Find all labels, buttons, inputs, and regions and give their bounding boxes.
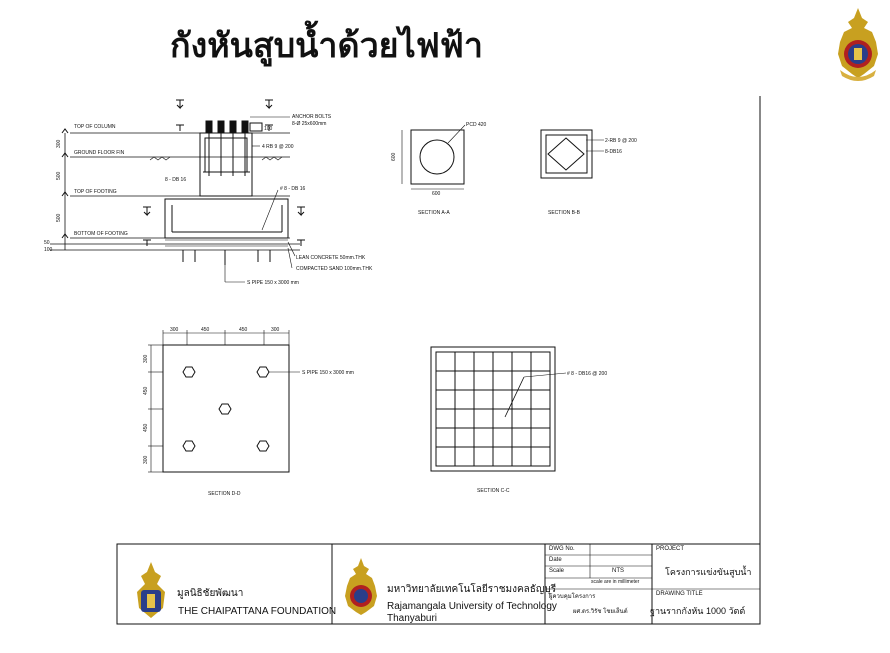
org-name-th: มูลนิธิชัยพัฒนา xyxy=(177,588,244,599)
level-bottom-of-footing: BOTTOM OF FOOTING xyxy=(74,231,128,237)
scale-label: Scale xyxy=(549,568,565,574)
uni-name-en-1: Rajamangala University of Technology xyxy=(387,601,557,612)
pipe-note: S PIPE 150 x 3000 mm xyxy=(247,280,299,286)
section-dd-pipe: S PIPE 150 x 3000 mm xyxy=(302,370,354,376)
dim-50: 50 xyxy=(44,240,50,246)
anchor-bolts-label: ANCHOR BOLTS xyxy=(292,114,332,120)
section-dd-d3: 450 xyxy=(239,327,248,333)
level-top-of-footing: TOP OF FOOTING xyxy=(74,189,117,195)
section-dd-label: SECTION D-D xyxy=(208,491,241,497)
dim-300: 300 xyxy=(56,139,62,148)
level-top-of-column: TOP OF COLUMN xyxy=(74,124,116,130)
section-dd-v4: 300 xyxy=(143,455,149,464)
org-name-en: THE CHAIPATTANA FOUNDATION xyxy=(178,606,337,617)
section-dd-d1: 300 xyxy=(170,327,179,333)
section-dd-v1: 300 xyxy=(143,354,149,363)
section-dd-d2: 450 xyxy=(201,327,210,333)
section-aa-pcd: PCD 420 xyxy=(466,122,487,128)
anchor-bolts-size: 8-Ø 25x600mm xyxy=(292,121,327,127)
date-label: Date xyxy=(549,557,562,563)
drawing-title-value: ฐานรากกังหัน 1000 วัตต์ xyxy=(650,606,746,616)
db-left-note: 8 - DB 16 xyxy=(165,177,187,183)
dim-500a: 500 xyxy=(56,171,62,180)
section-bb-label: SECTION B-B xyxy=(548,210,580,216)
designer-label: ผู้ควบคุมโครงการ xyxy=(549,594,596,600)
db-right-note: # 8 - DB 16 xyxy=(280,186,306,192)
dim-100: 100 xyxy=(264,126,273,132)
designer-name: ผศ.ดร.วิรัช โชยเส็นต์ xyxy=(573,609,628,615)
rmutt-logo-icon xyxy=(343,558,379,618)
drawing-title-label: DRAWING TITLE xyxy=(656,591,703,597)
scale-value: NTS xyxy=(612,568,624,574)
rb-note: 4 RB 9 @ 200 xyxy=(262,144,294,150)
section-dd-d4: 300 xyxy=(271,327,280,333)
scale-note: scale are in millimeter xyxy=(591,579,640,585)
section-dd-v2: 450 xyxy=(143,386,149,395)
section-aa-label: SECTION A-A xyxy=(418,210,450,216)
project-value: โครงการแข่งขันสูบน้ำ xyxy=(665,567,752,577)
dwg-no-label: DWG No. xyxy=(549,546,575,552)
section-aa-dim-h: 600 xyxy=(432,191,441,197)
dim-500b: 500 xyxy=(56,213,62,222)
compacted-sand-note: COMPACTED SAND 100mm.THK xyxy=(296,266,373,272)
section-cc-label: SECTION C-C xyxy=(477,488,510,494)
level-ground-floor: GROUND FLOOR FIN xyxy=(74,150,125,156)
lean-concrete-note: LEAN CONCRETE 50mm.THK xyxy=(296,255,366,261)
section-aa-dim-v: 600 xyxy=(391,152,397,161)
project-label: PROJECT xyxy=(656,546,685,552)
uni-name-en-2: Thanyaburi xyxy=(387,613,438,624)
page-title: กังหันสูบน้ำด้วยไฟฟ้า xyxy=(170,26,483,66)
dim-100b: 100 xyxy=(44,247,53,253)
section-bb-rb: 2-RB 9 @ 200 xyxy=(605,138,637,144)
section-dd-v3: 450 xyxy=(143,423,149,432)
uni-name-th: มหาวิทยาลัยเทคโนโลยีราชมงคลธัญบุรี xyxy=(387,584,557,595)
section-bb-db: 8-DB16 xyxy=(605,149,622,155)
section-cc-note: # 8 - DB16 @ 200 xyxy=(567,371,608,377)
chaipattana-logo-icon xyxy=(133,562,169,618)
